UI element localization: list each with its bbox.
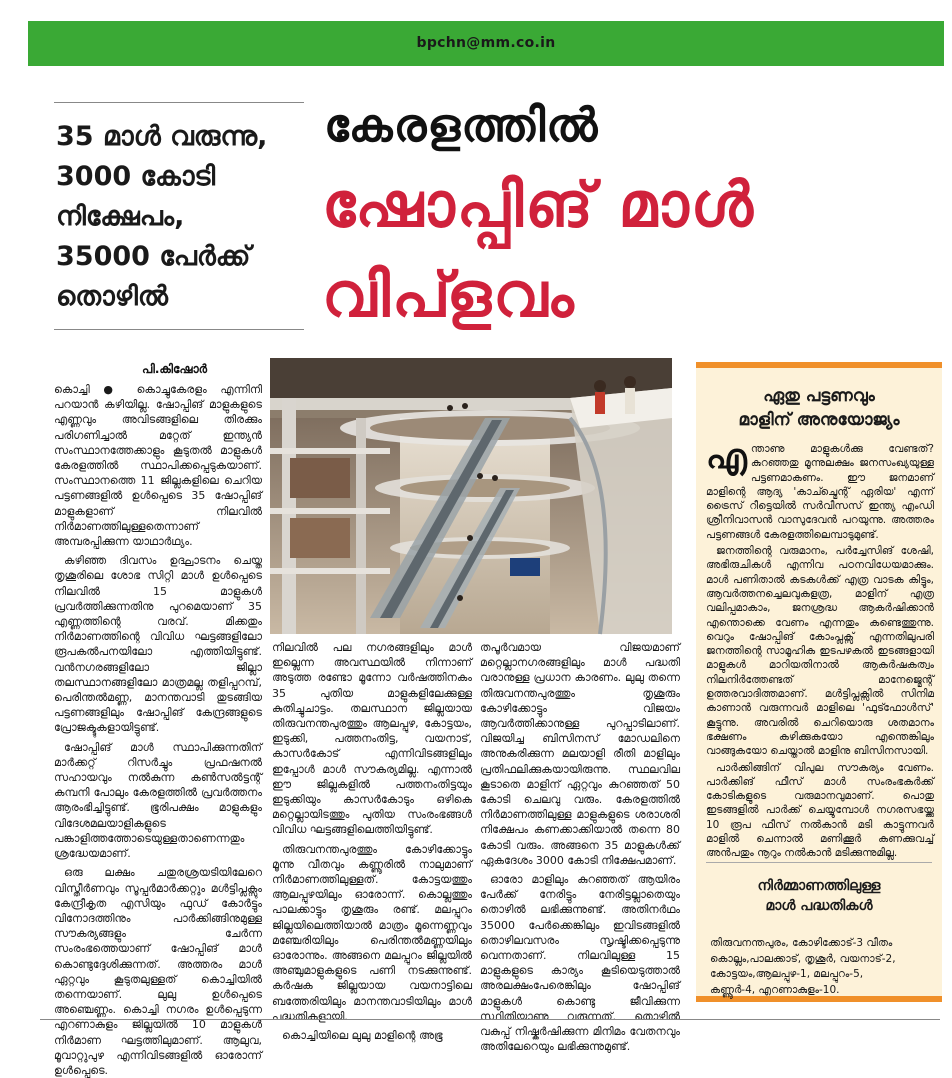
- list-item: കൊല്ലം,പാലക്കാട്, തൃശൂർ, വയനാട്-2,: [710, 952, 896, 965]
- paragraph: ഓരോ മാളിലും കുറഞ്ഞത് ആയിരം പേർക്ക് നേരിട്ടും നേരിട്ടല്ലാതെയും തൊഴിൽ ലഭിക്കുന്നുണ്ട്. അതിനർഥം 35000 പേർക്കെങ്കിലും ഇവിടങ്ങളിൽ തൊഴിലവസരം സൃഷ്ടിക്കപ്പെടുന്നു വെന്നതാണ്. നിലവിലുള്ള 15 മാളുകളുടെ കാര്യം കൂടിയെടുത്താൽ അരലക്ഷംപേരെങ്കിലും ഷോപ്പിങ് മാളുകൾ കൊണ്ടു ജീവിക്കുന്ന സ്ഥിതിയാണു വരുന്നത്. തൊഴിൽ വകുപ്പ് നിഷ്കർഷിക്കുന്ന മിനിമം വേതനവും അതിലേറെയും ലഭിക്കുന്നുമുണ്ട്.: [480, 873, 680, 1054]
- side-headline-line: 35000 പേർക്ക്: [56, 241, 251, 272]
- drop-cap: എ: [706, 437, 747, 477]
- sidebar-subtitle-line: നിർമ്മാണത്തിലുള്ള: [757, 878, 881, 894]
- paragraph: തിരുവനന്തപുരത്തും കോഴിക്കോട്ടും മൂന്നു വീതവും കണ്ണൂരിൽ നാലുമാണ് നിർമാണത്തിലുള്ളത്. കോട്ടയത്തും ആലപ്പുഴയിലും ഓരോന്ന്. കൊല്ലത്തും പാലക്കാട്ടും തൃശൂരും രണ്ട്. മലപ്പുറം ജില്ലയിലെത്തിയാൽ മാത്രം മൂന്നെണ്ണവും മഞ്ചേരിയിലും പെരിന്തൽമണ്ണയിലും ഓരോന്നും. അങ്ങനെ മലപ്പുറം ജില്ലയിൽ അഞ്ചുമാളുകളുടെ പണി നടക്കുന്നുണ്ട്. കർഷക ജില്ലയായ വയനാട്ടിലെ ബത്തേരിയിലും മാനന്തവാടിയിലും മാൾ പദ്ധതികളായി.: [272, 842, 472, 1023]
- list-item: തിരുവനന്തപുരം, കോഴിക്കോട്-3 വീതം: [710, 937, 893, 949]
- paragraph: ഷോപ്പിങ് മാൾ സ്ഥാപിക്കുന്നതിന് മാർക്കറ്റ് റിസർച്ചും പ്രഫഷനൽ സഹായവും നൽകുന്ന കൺസൽട്ടന്റ് കമ്പനി പോലും കേരളത്തിൽ പ്രവർത്തനം ആരംഭിച്ചിട്ടുണ്ട്. ഭൂരിപക്ഷം മാളുകളും വിദേശമലയാളികളുടെ പങ്കാളിത്തത്തോടെയുള്ളതാണെന്നതും ശ്രദ്ധേയമാണ്.: [54, 740, 262, 861]
- side-headline-line: നിക്ഷേപം,: [56, 201, 185, 232]
- mall-interior-illustration: [270, 358, 672, 634]
- header-bar: [28, 21, 944, 66]
- article-column-2: [272, 640, 472, 1043]
- article-column-1: [54, 382, 262, 1077]
- paragraph: [706, 437, 934, 542]
- side-headline: [54, 102, 304, 330]
- main-headline: [322, 90, 922, 340]
- article-column-3: [480, 640, 680, 1054]
- headline-line-2: ഷോപ്പിങ് മാൾ: [322, 168, 755, 241]
- side-headline-line: 35 മാൾ വരുന്നു,: [56, 121, 268, 152]
- paragraph: തപൂർവമായ വിജയമാണ് മറ്റെല്ലാനഗരങ്ങളിലും മാൾ പദ്ധതി വരാനുള്ള പ്രധാന കാരണം. ലുലു തന്നെ തിരുവനന്തപുരത്തും തൃശൂരും കോഴിക്കോട്ടും വിജയം ആവർത്തിക്കാനുള്ള പുറപ്പാടിലാണ്. വിജയിച്ച ബിസിനസ് മോഡലിനെ അനുകരിക്കുന്ന മലയാളി രീതി മാളിലും പ്രതിഫലിക്കുകയായിരുന്നു. സ്ഥലവില കൂടാതെ മാളിന് ഏറ്റവും കുറഞ്ഞത് 50 കോടി ചെലവു വരും. കേരളത്തിൽ നിർമാണത്തിലുള്ള മാളുകളുടെ ശരാശരി നിക്ഷേപം കണക്കാക്കിയാൽ തന്നെ 80 കോടി വരും. അങ്ങനെ 35 മാളുകൾക്ക് ഏകദേശം 3000 കോടി നിക്ഷേപമാണ്.: [480, 641, 680, 867]
- headline-line-3: വിപ്ളവം: [322, 258, 576, 331]
- side-headline-line: തൊഴിൽ: [56, 281, 168, 312]
- paragraph: ഒരു ലക്ഷം ചതുരശ്രയടിയിലേറെ വിസ്തീർണവും സൂപ്പർമാർക്കറ്റും മൾട്ടിപ്ലക്സും കേന്ദ്രീകൃത എസിയും ഫുഡ് കോർട്ടും വിനോദത്തിനും പാർക്കിങ്ങിനുമുള്ള സൗകര്യങ്ങളും ചേർന്ന സംരംഭത്തെയാണ് ഷോപ്പിങ് മാൾ കൊണ്ടുദ്ദേശിക്കുന്നത്. അത്തരം മാൾ ഏറ്റവും കൂടുതലുള്ളത് കൊച്ചിയിൽ തന്നെയാണ്. ലുലു ഉൾപ്പെടെ അഞ്ചെണ്ണം. കൊച്ചി നഗരം ഉൾപ്പെടുന്ന എറണാകുളം ജില്ലയിൽ 10 മാളുകൾ നിർമാണ ഘട്ടത്തിലുമാണ്. ആലുവ, മൂവാറ്റുപുഴ എന്നിവിടങ്ങളിൽ ഓരോന്ന് ഉൾപ്പെടെ.: [54, 866, 262, 1077]
- sidebar-subtitle-line: മാൾ പദ്ധതികൾ: [765, 898, 873, 914]
- side-headline-line: 3000 കോടി: [56, 161, 216, 192]
- header-email[interactable]: bpchn@mm.co.in: [416, 35, 556, 51]
- byline: പി.കിഷോർ: [142, 362, 208, 376]
- sidebar-box: [696, 362, 942, 1002]
- mall-projects-list: [710, 936, 932, 998]
- paragraph: കൊച്ചി ● കൊച്ചുകേരളം എന്നിനി പറയാൻ കഴിയില്ല. ഷോപ്പിങ് മാളുകളുടെ എണ്ണവും അവിടങ്ങളിലെ തിരക്കും പരിഗണിച്ചാൽ മറ്റേത് ഇന്ത്യൻ സംസ്ഥാനത്തേക്കാളും കൂടുതൽ മാളുകൾ കേരളത്തിൽ സ്ഥാപിക്കപ്പെടുകയാണ്. സംസ്ഥാനത്തെ 11 ജില്ലകളിലെ ചെറിയ പട്ടണങ്ങളിൽ ഉൾപ്പെടെ 35 ഷോപ്പിങ് മാളുകളാണ് നിലവിൽ നിർമാണത്തിലുള്ളതെന്നാണ് അമ്പരപ്പിക്കുന്ന യാഥാർഥ്യം.: [54, 383, 262, 549]
- sidebar-subtitle: [696, 876, 942, 916]
- list-item: കണ്ണൂർ-4, എറണാകുളം-10.: [710, 983, 840, 996]
- list-item: കോട്ടയം,ആലപ്പുഴ-1, മലപ്പുറം-5,: [710, 968, 864, 980]
- paragraph: കൊച്ചിയിലെ ലുലു മാളിന്റെ അഭൂ: [282, 1029, 443, 1043]
- sidebar-title-line: ഏതു പട്ടണവും: [763, 386, 875, 406]
- sidebar-title: [696, 368, 942, 432]
- paragraph: പാർക്കിങ്ങിന് വിപുല സൗകര്യം വേണം. പാർക്കിങ് ഫീസ് മാൾ സംരംഭകർക്ക് കോടികളുടെ വരുമാനവുമാണ്. പൊതു ഇടങ്ങളിൽ പാർക്ക് ചെയ്യുമ്പോൾ നഗരസഭയ്ക്കു 10 രൂപ ഫീസ് നൽകാൻ മടി കാട്ടുന്നവർ മാളിൽ ചെന്നാൽ മണിക്കൂർ കണക്കുവച്ച് അൻപതും നൂറും നൽകാൻ മടിക്കുന്നുമില്ല.: [706, 761, 934, 860]
- paragraph: ജനത്തിന്റെ വരുമാനം, പർച്ചേസിങ് ശേഷി, അഭിരുചികൾ എന്നിവ പഠനവിധേയമാക്കും. മാൾ പണിതാൽ കടകൾക്ക് എത്ര വാടക കിട്ടും, ആവർത്തനച്ചെലവുകളത്ര, മാളിന് എത്ര വലിപ്പമാകാം, ജനശ്രദ്ധ ആകർഷിക്കാൻ എന്തൊക്കെ വേണം എന്നതും കണ്ടെത്തുന്നു. വെറും ഷോപ്പിങ് കോംപ്ലക്സ് എന്നതിലുപരി ജനത്തിന്റെ സാമൂഹിക ഇടപഴകൽ ഇടങ്ങളായി മാളുകൾ മാറിയതിനാൽ ആകർഷകത്വം നിലനിർത്തേണ്ടത് മാനേജ്മെന്റ് ഉത്തരവാദിത്തമാണ്. മൾട്ടിപ്ലക്സിൽ സിനിമ കാണാൻ വരുന്നവർ മാളിലെ 'ഫുട്ഫോൾസ്' കൂട്ടുന്നു. അവരിൽ ചെറിയൊരു ശതമാനം ഭക്ഷണം കഴിക്കുകയോ എന്തെങ്കിലും വാങ്ങുകയോ ചെയ്താൽ മാളിനു ബിസിനസായി.: [706, 545, 934, 758]
- paragraph: നിലവിൽ പല നഗരങ്ങളിലും മാൾ ഇല്ലെന്ന അവസ്ഥയിൽ നിന്നാണ് അടുത്ത രണ്ടോ മൂന്നോ വർഷത്തിനകം 35 പുതിയ മാളുകളിലേക്കുള്ള കുതിച്ചുചാട്ടം. തലസ്ഥാന ജില്ലയായ തിരുവനന്തപുരത്തും ആലപ്പുഴ, കോട്ടയം, ഇടുക്കി, പത്തനംതിട്ട, വയനാട്, കാസർകോട് എന്നിവിടങ്ങളിലും ഇപ്പോൾ മാൾ സൗകര്യമില്ല. എന്നാൽ ഈ ജില്ലകളിൽ പത്തനംതിട്ടയും ഇടുക്കിയും കാസർകോടും ഒഴികെ മറ്റെല്ലായിടത്തും പുതിയ സംരംഭങ്ങൾ വിവിധ ഘട്ടങ്ങളിലെത്തിയിട്ടുണ്ട്.: [272, 641, 472, 837]
- paragraph-text: ന്താണു മാളുകൾക്കു വേണ്ടത്? കുറഞ്ഞതു മൂന്നുലക്ഷം ജനസംഖ്യയുള്ള പട്ടണമാകണം. ഈ ജനമാണ് മാളിന്റെ ആദ്യ 'കാച്ച്മെന്റ് ഏരിയ' എന്ന് ട്രൈസ് റീട്ടെയിൽ സർവീസസ് ഇന്ത്യ എംഡി ശ്രീനിവാസൻ വാസുദേവൻ പറയുന്നു. അത്തരം പട്ടണങ്ങൾ കേരളത്തിലെമ്പാടുമുണ്ട്.: [706, 443, 934, 541]
- divider: [40, 1019, 940, 1020]
- sidebar-body: [706, 437, 934, 863]
- mall-interior-photo: [270, 358, 672, 634]
- headline-line-1: കേരളത്തിൽ: [324, 98, 599, 152]
- sidebar-title-line: മാളിന് അനുയോജ്യം: [738, 410, 900, 430]
- divider: [706, 862, 932, 863]
- paragraph: കഴിഞ്ഞ ദിവസം ഉദ്ഘാടനം ചെയ്ത തൃശൂരിലെ ശോഭ സിറ്റി മാൾ ഉൾപ്പെടെ നിലവിൽ 15 മാളുകൾ പ്രവർത്തിക്കുന്നതിനു പുറമെയാണ് 35 എണ്ണത്തിന്റെ വരവ്. മിക്കതും നിർമാണത്തിന്റെ വിവിധ ഘട്ടങ്ങളിലോ രൂപകൽപനയിലോ എത്തിയിട്ടുണ്ട്. വൻനഗരങ്ങളിലോ ജില്ലാ തലസ്ഥാനങ്ങളിലോ മാത്രമല്ല തളിപ്പറമ്പ്, പെരിന്തൽമണ്ണ, മാനന്തവാടി തുടങ്ങിയ പട്ടണങ്ങളിലും ഷോപ്പിങ് കേന്ദ്രങ്ങളുടെ പ്രോജക്ടുകളായിട്ടുണ്ട്.: [54, 554, 262, 735]
